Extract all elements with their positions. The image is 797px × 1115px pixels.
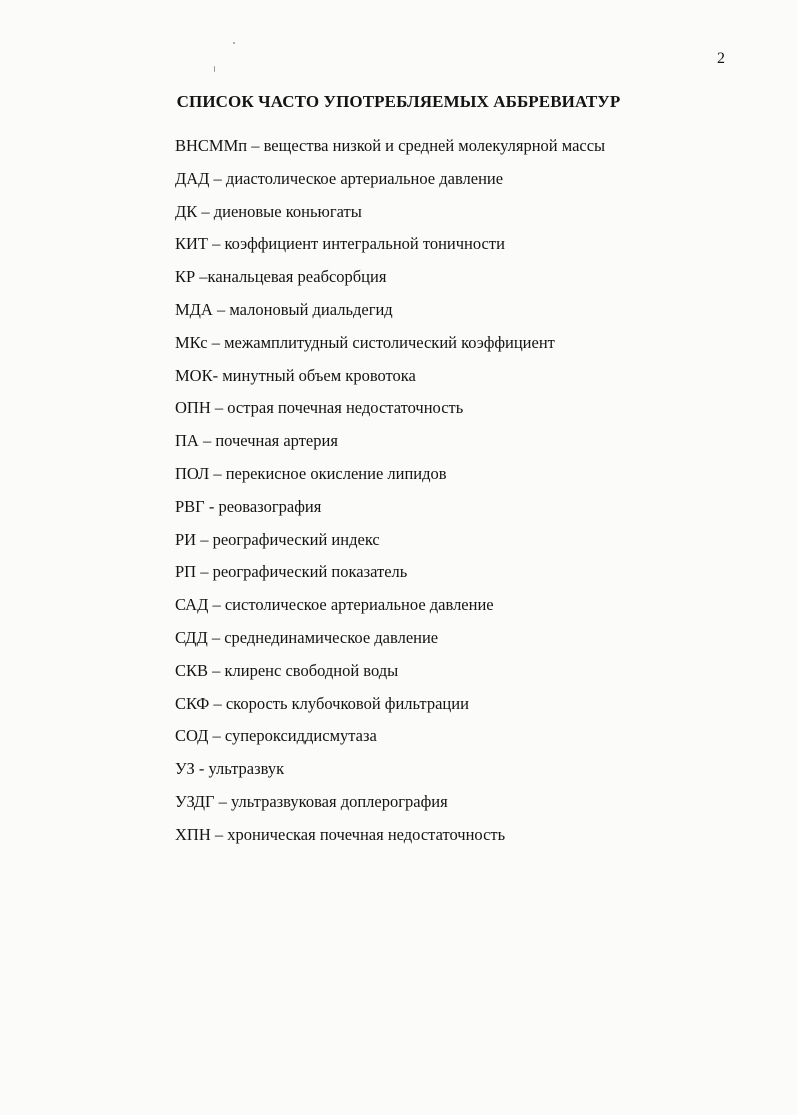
abbreviation-item: СКВ – клиренс свободной воды	[175, 660, 399, 680]
scan-speck	[214, 66, 215, 72]
abbreviation-item: УЗ - ультразвук	[175, 759, 285, 779]
abbreviation-item: ОПН – острая почечная недостаточность	[175, 398, 464, 418]
abbreviation-list	[175, 130, 605, 852]
abbreviation-item: КИТ – коэффициент интегральной тоничности	[175, 234, 505, 254]
abbreviation-item: УЗДГ – ультразвуковая доплерография	[175, 791, 448, 811]
page-title: СПИСОК ЧАСТО УПОТРЕБЛЯЕМЫХ АББРЕВИАТУР	[176, 92, 621, 111]
abbreviation-item: МОК- минутный объем кровотока	[175, 365, 416, 385]
scan-speck	[233, 42, 235, 44]
abbreviation-item: РИ – реографический индекс	[175, 529, 380, 549]
abbreviation-item: САД – систолическое артериальное давление	[175, 595, 494, 615]
abbreviation-item: КР –канальцевая реабсорбция	[175, 267, 387, 287]
abbreviation-item: РВГ - реовазография	[175, 496, 322, 516]
abbreviation-item: ХПН – хроническая почечная недостаточность	[175, 824, 506, 844]
abbreviation-item: ПОЛ – перекисное окисление липидов	[175, 463, 447, 483]
abbreviation-item: ПА – почечная артерия	[175, 431, 338, 451]
abbreviation-item: МКс – межамплитудный систолический коэффициент	[175, 332, 555, 352]
abbreviation-item: СДД – среднединамическое давление	[175, 627, 439, 647]
abbreviation-item: РП – реографический показатель	[175, 562, 408, 582]
page-number: 2	[717, 50, 725, 67]
abbreviation-item: ДАД – диастолическое артериальное давление	[175, 168, 504, 188]
abbreviation-item: ВНСММп – вещества низкой и средней молекулярной массы	[175, 136, 606, 155]
abbreviation-item: ДК – диеновые коньюгаты	[175, 201, 362, 221]
abbreviation-item: СОД – супероксиддисмутаза	[175, 726, 377, 746]
abbreviation-item: МДА – малоновый диальдегид	[175, 299, 393, 319]
abbreviation-item: СКФ – скорость клубочковой фильтрации	[175, 693, 469, 713]
